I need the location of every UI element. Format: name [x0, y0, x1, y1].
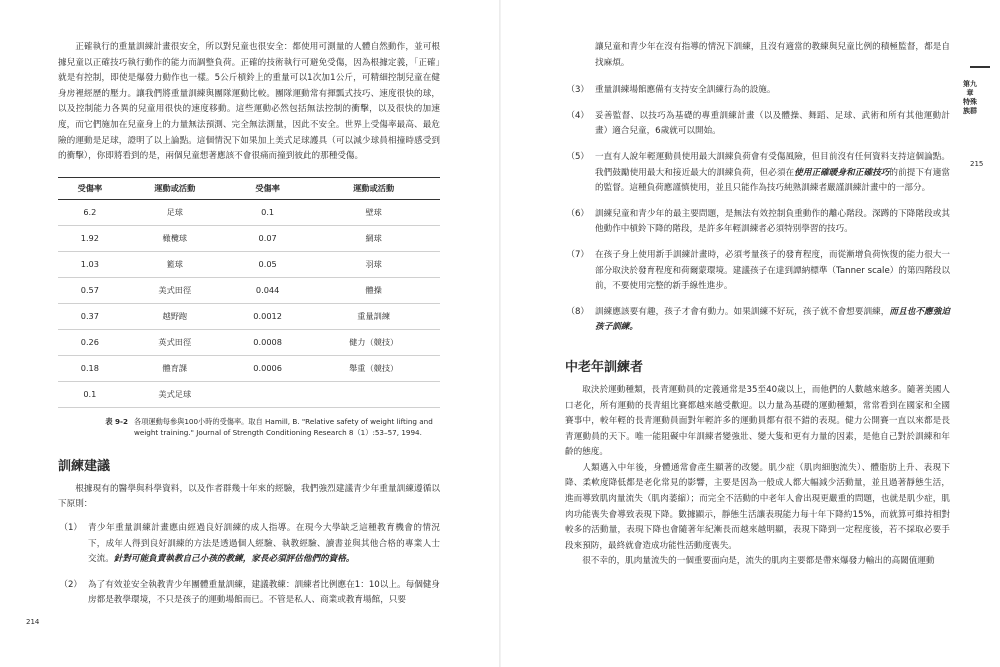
list-number: （6） — [566, 208, 589, 219]
table-body — [58, 199, 440, 407]
list-text-body: 重量訓練場館應備有支持安全訓練行為的設施。 — [595, 85, 776, 96]
table-cell: 0.37 — [80, 311, 99, 322]
list-text — [88, 521, 440, 568]
list-number: （5） — [566, 151, 589, 162]
list-text-emphasis: 使用正確暖身和正確技巧 — [794, 167, 890, 178]
table-cell: 體育課 — [162, 362, 188, 373]
left-page — [58, 40, 440, 619]
list-number: （1） — [59, 522, 82, 533]
continued-paragraph: 讓兒童和青少年在沒有指導的情況下訓練，且沒有適當的教練與兒童比例的積極監督，都是自找麻煩。 — [595, 42, 950, 68]
body-paragraph: 很不幸的，肌肉量流失的一個重要面向是，流失的肌肉主要都是帶來爆發力輸出的高閾值運動 — [582, 556, 935, 567]
table-cell: 足球 — [166, 206, 183, 217]
list-item — [565, 109, 950, 140]
table-row — [58, 199, 440, 225]
table-header-cell: 受傷率 — [77, 182, 103, 193]
table-header-row — [58, 177, 440, 199]
table-row — [58, 329, 440, 355]
table-caption — [58, 416, 440, 439]
table-cell: 英式田徑 — [158, 336, 192, 347]
list-text-body: 訓練兒童和青少年的最主要問題，是無法有效控制負重動作的離心階段。深蹲的下降階段或其他動作中槓鈴下降的階段，是許多年輕訓練者必須特別學習的技巧。 — [595, 208, 950, 235]
list-item — [58, 578, 440, 609]
page-gutter — [499, 0, 501, 667]
list-number: （2） — [59, 579, 82, 590]
list-text-body: 為了有效並安全執教青少年團體重量訓練，建議教練：訓練者比例應在1：10以上。每個健身房都是教學環境，不只是孩子的運動場館而已。不管是私人、商業或教育場館，只要 — [88, 579, 440, 606]
list-item — [565, 305, 950, 336]
table-row — [58, 277, 440, 303]
table-cell — [307, 381, 440, 407]
table-cell: 橄欖球 — [162, 232, 188, 243]
left-list — [58, 521, 440, 609]
list-item — [565, 248, 950, 295]
list-text-body: 訓練應該要有趣，孩子才會有動力。如果訓練不好玩，孩子就不會想要訓練， — [595, 306, 890, 317]
table-cell: 健力（競技） — [349, 336, 399, 347]
table-cell: 0.044 — [255, 285, 280, 296]
table-cell: 美式足球 — [158, 388, 192, 399]
table-row — [58, 355, 440, 381]
caption-label: 表 9-2 — [105, 416, 128, 426]
table-cell: 0.57 — [80, 285, 99, 296]
table-cell — [228, 381, 307, 407]
chapter-sidebar: 第九章 特殊族群 — [963, 80, 977, 115]
list-number: （7） — [566, 249, 589, 260]
list-text-emphasis: 而且也不應強迫孩子訓練。 — [595, 306, 950, 333]
table-cell: 0.18 — [80, 363, 99, 374]
table-cell: 0.1 — [261, 207, 275, 218]
table-cell: 1.92 — [80, 233, 99, 244]
list-number: （8） — [566, 306, 589, 317]
list-text-body: 妥善監督、以技巧為基礎的專重訓練計畫（以及體操、舞蹈、足球、武術和所有其他運動計畫）適合兒童，6歲就可以開始。 — [595, 110, 950, 137]
list-text-tail: 的前提下有適當的監督。這種負荷應謹慎使用，並且只能作為技巧純熟訓練者嚴謹訓練計畫中的一部分。 — [595, 167, 950, 194]
table-cell: 網球 — [365, 232, 382, 243]
list-text-body: 青少年重量訓練計畫應由經過良好訓練的成人指導。在現今大學缺乏這種教育機會的情況下，成年人得到良好訓練的方法是透過個人經驗、執教經驗、讀書並與其他合格的專業人士交流。 — [88, 522, 440, 565]
right-page — [565, 40, 950, 570]
table-cell: 6.2 — [83, 207, 97, 218]
right-paragraphs — [565, 383, 950, 570]
list-text — [595, 207, 950, 238]
list-text-body: 在孩子身上使用新手訓練計畫時，必須考量孩子的發育程度，而從漸增負荷恢復的能力很大一部分取決於發育程度和荷爾蒙環境。建議孩子在達到譚納標準（Tanner scale）的第四階段以前，不要使用完整的新手線性進步。 — [595, 249, 950, 292]
page-number-left: 214 — [26, 618, 40, 626]
list-text-body: 一直有人說年輕運動員使用最大訓練負荷會有受傷風險，但目前沒有任何資料支持這個論點。我們鼓勵使用最大和接近最大的訓練負荷，但必須在 — [595, 151, 950, 178]
table-cell: 羽球 — [365, 258, 382, 269]
list-number: （3） — [566, 85, 589, 96]
list-item — [565, 150, 950, 197]
table-row — [58, 303, 440, 329]
page-number-right: 215 — [970, 160, 984, 168]
intro-paragraph: 正確執行的重量訓練計畫很安全，所以對兒童也很安全：都使用可測量的人體自然動作，並可根據兒童以正確技巧執行動作的能力而調整負荷。正確的技術執行可避免受傷，因為根據定義，「正確」就是有控制，即使是爆發力動作也一樣。5公斤槓鈴上的重量可以1次加1公斤，可精細控制兒童在健身房裡經歷的壓力。讓我們將重量訓練與團隊運動比較。團隊運動常有揮瓢式技巧、速度很快的球，以及控制能力各異的兒童用很快的速度移動。這些運動必然包括無法控制的衝擊，以及很快的加速度，而它們施加在兒童身上的力量無法預測、完全無法測量，因此不安全。世界上受傷率最高、最危險的運動是足球，證明了以上論點。這個情況下如果加上美式足球護具（可以減少球員相撞時感受到的衝擊），你即將看到的是，兩個兒童想著應該不會很痛而撞到彼此的那種受傷。 — [58, 42, 440, 162]
table-cell: 舉重（競技） — [349, 362, 399, 373]
body-paragraph: 人類邁入中年後，身體通常會產生顯著的改變。肌少症（肌肉細胞流失）、體脂肪上升、表現下降、柔軟度降低都是老化常見的影響，主要是因為一般成人都大幅減少活動量，並且過著靜態生活，進而導致肌肉量流失（肌肉萎縮）；而完全不活動的中老年人會出現更嚴重的問題，也就是肌少症，肌肉功能喪失會導致表現下降。數據顯示，靜態生活讓表現能力每十年下降約15%，而就算可維持相對較多的活動量，表現下降也會隨著年紀漸長而越來越明顯，表現下降到一定程度後，若不採取必要手段來預防，最終就會造成功能性活動度喪失。 — [565, 462, 950, 551]
list-text — [88, 578, 440, 609]
table-cell: 美式田徑 — [158, 284, 192, 295]
table-header-cell: 運動或活動 — [154, 182, 196, 193]
injury-rate-table — [58, 177, 440, 408]
section-title-training-advice: 訓練建議 — [58, 458, 111, 474]
list-item — [565, 207, 950, 238]
body-paragraph: 取決於運動種類，長青運動員的定義通常是35至40歲以上，而他們的人數越來越多。隨著美國人口老化，所有運動的長青組比賽都越來越受歡迎。以力量為基礎的運動種類，常常看到在國家和全國賽事中，較年輕的長青運動員面對年輕許多的運動員都有很不錯的表現。健力公開賽一直以來都是長青運動員的天下。唯一能阻礙中年訓練者變強壯、變大隻和更有力量的因素，是他自己對於訓練和年齡的態度。 — [565, 384, 950, 458]
chapter-tab-marker — [970, 66, 990, 68]
table-cell: 0.05 — [258, 259, 277, 270]
table-cell: 0.26 — [80, 337, 99, 348]
table-header-cell: 受傷率 — [255, 182, 280, 193]
list-text — [595, 150, 950, 197]
section-title-older-trainees: 中老年訓練者 — [565, 359, 644, 375]
table-cell: 重量訓練 — [357, 310, 391, 321]
table-row — [58, 381, 440, 407]
caption-text: 各項運動每參與100小時的受傷率。取自 Hamill, B. "Relative safety of weight lifting and weight training." Journal of Strength Conditioning Research 8（1）:53–57, 1994. — [134, 416, 433, 438]
list-text-emphasis: 針對可能負責執教自己小孩的教練，家長必須評估他們的資格。 — [113, 554, 355, 565]
list-text — [595, 248, 950, 295]
table-cell: 籃球 — [166, 258, 183, 269]
list-text — [595, 109, 950, 140]
table-cell: 壁球 — [365, 206, 382, 217]
list-text — [595, 83, 950, 99]
section-intro: 根據現有的醫學與科學資料，以及作者群幾十年來的經驗，我們強烈建議青少年重量訓練遵循以下原則： — [58, 483, 440, 510]
list-item — [58, 521, 440, 568]
right-list — [565, 83, 950, 336]
table-cell: 1.03 — [80, 259, 99, 270]
table-cell: 體操 — [365, 284, 382, 295]
table-row — [58, 251, 440, 277]
table-cell: 越野跑 — [162, 310, 188, 321]
table-cell: 0.1 — [83, 389, 97, 400]
table-header-cell: 運動或活動 — [353, 182, 395, 193]
table-cell: 0.0012 — [253, 311, 282, 322]
list-number: （4） — [566, 110, 589, 121]
list-item — [565, 83, 950, 99]
table-row — [58, 225, 440, 251]
table-cell: 0.0008 — [253, 337, 282, 348]
table-cell: 0.0006 — [253, 363, 282, 374]
list-text — [595, 305, 950, 336]
table-cell: 0.07 — [258, 233, 277, 244]
